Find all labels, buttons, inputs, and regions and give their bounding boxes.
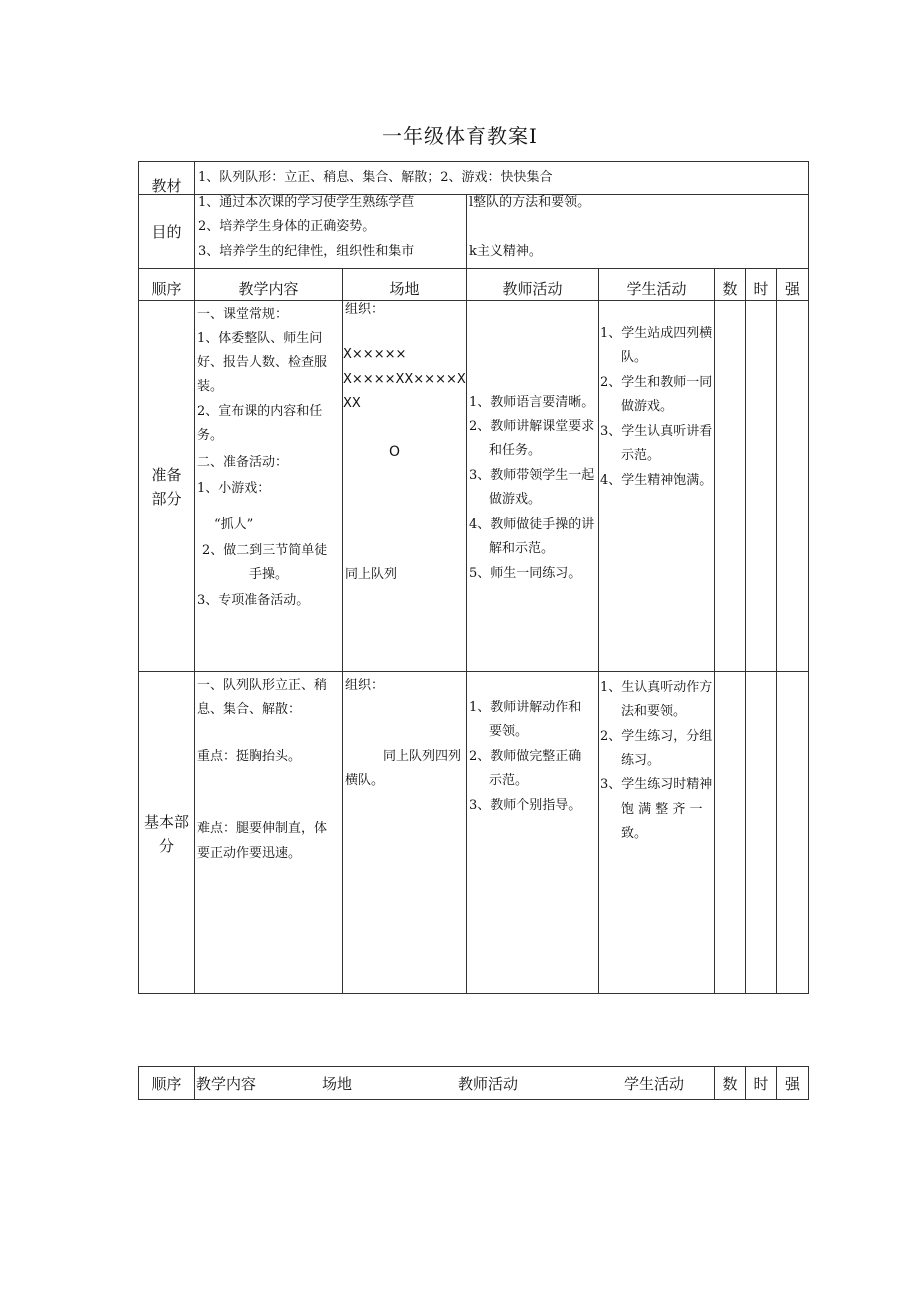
prep-student-line: 4、学生精神饱满。 (600, 473, 713, 488)
prep-student-line: 队。 (621, 350, 648, 365)
col2-student: 学生活动 (624, 1075, 685, 1093)
col2-count: 数 (722, 1075, 738, 1093)
prep-content-line: 3、专项准备活动。 (197, 593, 310, 608)
col2-order: 顺序 (151, 1075, 182, 1093)
basic-venue-org: 组织： (345, 678, 385, 693)
mudi-line-3: 3、培养学生的纪律性，组织性和集市 (198, 244, 415, 259)
basic-content-line: 重点：挺胸抬头。 (197, 749, 302, 764)
page-title: 一年级体育教案I (382, 124, 538, 148)
basic-venue-same: 横队。 (345, 773, 385, 788)
prep-teacher-line: 4、教师做徒手操的讲 (469, 517, 595, 532)
basic-student-line: 1、生认真听动作方 (600, 680, 713, 695)
basic-venue-same: 同上队列四列 (383, 749, 462, 764)
basic-student-line: 3、学生练习时精神 (600, 777, 713, 792)
prep-venue-org: 组织： (345, 302, 385, 317)
prep-content-line: 2、做二到三节简单徒 (202, 543, 328, 558)
prep-content-line: 手操。 (249, 567, 289, 582)
basic-teacher-line: 要领。 (489, 724, 529, 739)
jiaocai-label: 教材 (151, 177, 182, 195)
col2-teacher: 教师活动 (458, 1075, 519, 1093)
prep-student-line: 3、学生认真听讲看 (600, 424, 713, 439)
prep-venue-same: 同上队列 (345, 567, 398, 582)
prep-content-line: 二、准备活动： (197, 455, 289, 470)
col-student: 学生活动 (626, 280, 687, 298)
basic-student-line: 练习。 (621, 753, 661, 768)
prep-content-line: 1、小游戏： (197, 481, 271, 496)
formation-row-1: X××××× (343, 347, 407, 362)
formation-row-3: XX (343, 396, 361, 411)
prep-content-line: 好、报告人数、检查服 (197, 355, 328, 370)
col2-venue: 场地 (322, 1075, 353, 1093)
mudi-line-1-cont: l整队的方法和要领。 (469, 195, 591, 210)
basic-teacher-line: 3、教师个别指导。 (469, 798, 582, 813)
prep-student-line: 2、学生和教师一同 (600, 375, 713, 390)
prep-student-line: 1、学生站成四列横 (600, 326, 713, 341)
col2-intensity: 强 (784, 1075, 800, 1093)
jiaocai-content: 1、队列队形：立正、稍息、集合、解散；2、游戏：快快集合 (198, 170, 553, 185)
basic-content-line: 一、队列队形立正、稍 (197, 678, 328, 693)
col-teacher: 教师活动 (502, 280, 563, 298)
basic-student-line: 法和要领。 (621, 704, 687, 719)
mudi-label: 目的 (151, 223, 182, 241)
mudi-line-2: 2、培养学生身体的正确姿势。 (198, 219, 376, 234)
formation-row-2: X××××XX××××X (343, 372, 466, 387)
col-content: 教学内容 (238, 280, 299, 298)
prep-content-line: 1、体委整队、师生问 (197, 331, 323, 346)
prep-teacher-line: 3、教师带领学生一起 (469, 468, 595, 483)
prep-teacher-line: 解和示范。 (489, 541, 555, 556)
prep-teacher-line: 和任务。 (489, 443, 542, 458)
basic-teacher-line: 2、教师做完整正确 (469, 749, 582, 764)
basic-content-line: 息、集合、解散： (197, 702, 302, 717)
prep-teacher-line: 5、师生一同练习。 (469, 566, 582, 581)
col2-content: 教学内容 (196, 1075, 257, 1093)
basic-student-line: 饱 满 整 齐 一 (621, 802, 703, 817)
basic-label: 基本部 分 (143, 813, 189, 855)
prep-content-line: “抓人” (214, 517, 254, 532)
col-order: 顺序 (151, 280, 182, 298)
prep-content-line: 务。 (197, 428, 224, 443)
prep-label: 准备 部分 (151, 466, 182, 508)
basic-student-line: 2、学生练习，分组 (600, 729, 713, 744)
prep-content-line: 一、课堂常规： (197, 307, 289, 322)
prep-student-line: 做游戏。 (621, 399, 674, 414)
col-venue: 场地 (389, 280, 420, 298)
prep-content-line: 装。 (197, 379, 224, 394)
col2-time: 时 (753, 1075, 769, 1093)
basic-content-line: 难点：腿要伸制直，体 (197, 821, 328, 836)
col-time: 时 (753, 280, 769, 298)
prep-teacher-line: 做游戏。 (489, 492, 542, 507)
basic-teacher-line: 1、教师讲解动作和 (469, 700, 582, 715)
teacher-position-marker: O (389, 444, 401, 460)
mudi-line-3-cont: k主义精神。 (469, 244, 542, 259)
col-intensity: 强 (784, 280, 800, 298)
col-count: 数 (722, 280, 738, 298)
basic-student-line: 致。 (621, 826, 648, 841)
prep-teacher-line: 1、教师语言要清晰。 (469, 395, 595, 410)
mudi-line-1: 1、通过本次课的学习使学生熟练学苣 (198, 195, 415, 210)
basic-teacher-line: 示范。 (489, 773, 529, 788)
prep-content-line: 2、宣布课的内容和任 (197, 404, 323, 419)
prep-student-line: 示范。 (621, 448, 661, 463)
prep-teacher-line: 2、教师讲解课堂要求 (469, 419, 595, 434)
basic-content-line: 要正动作要迅速。 (197, 846, 302, 861)
